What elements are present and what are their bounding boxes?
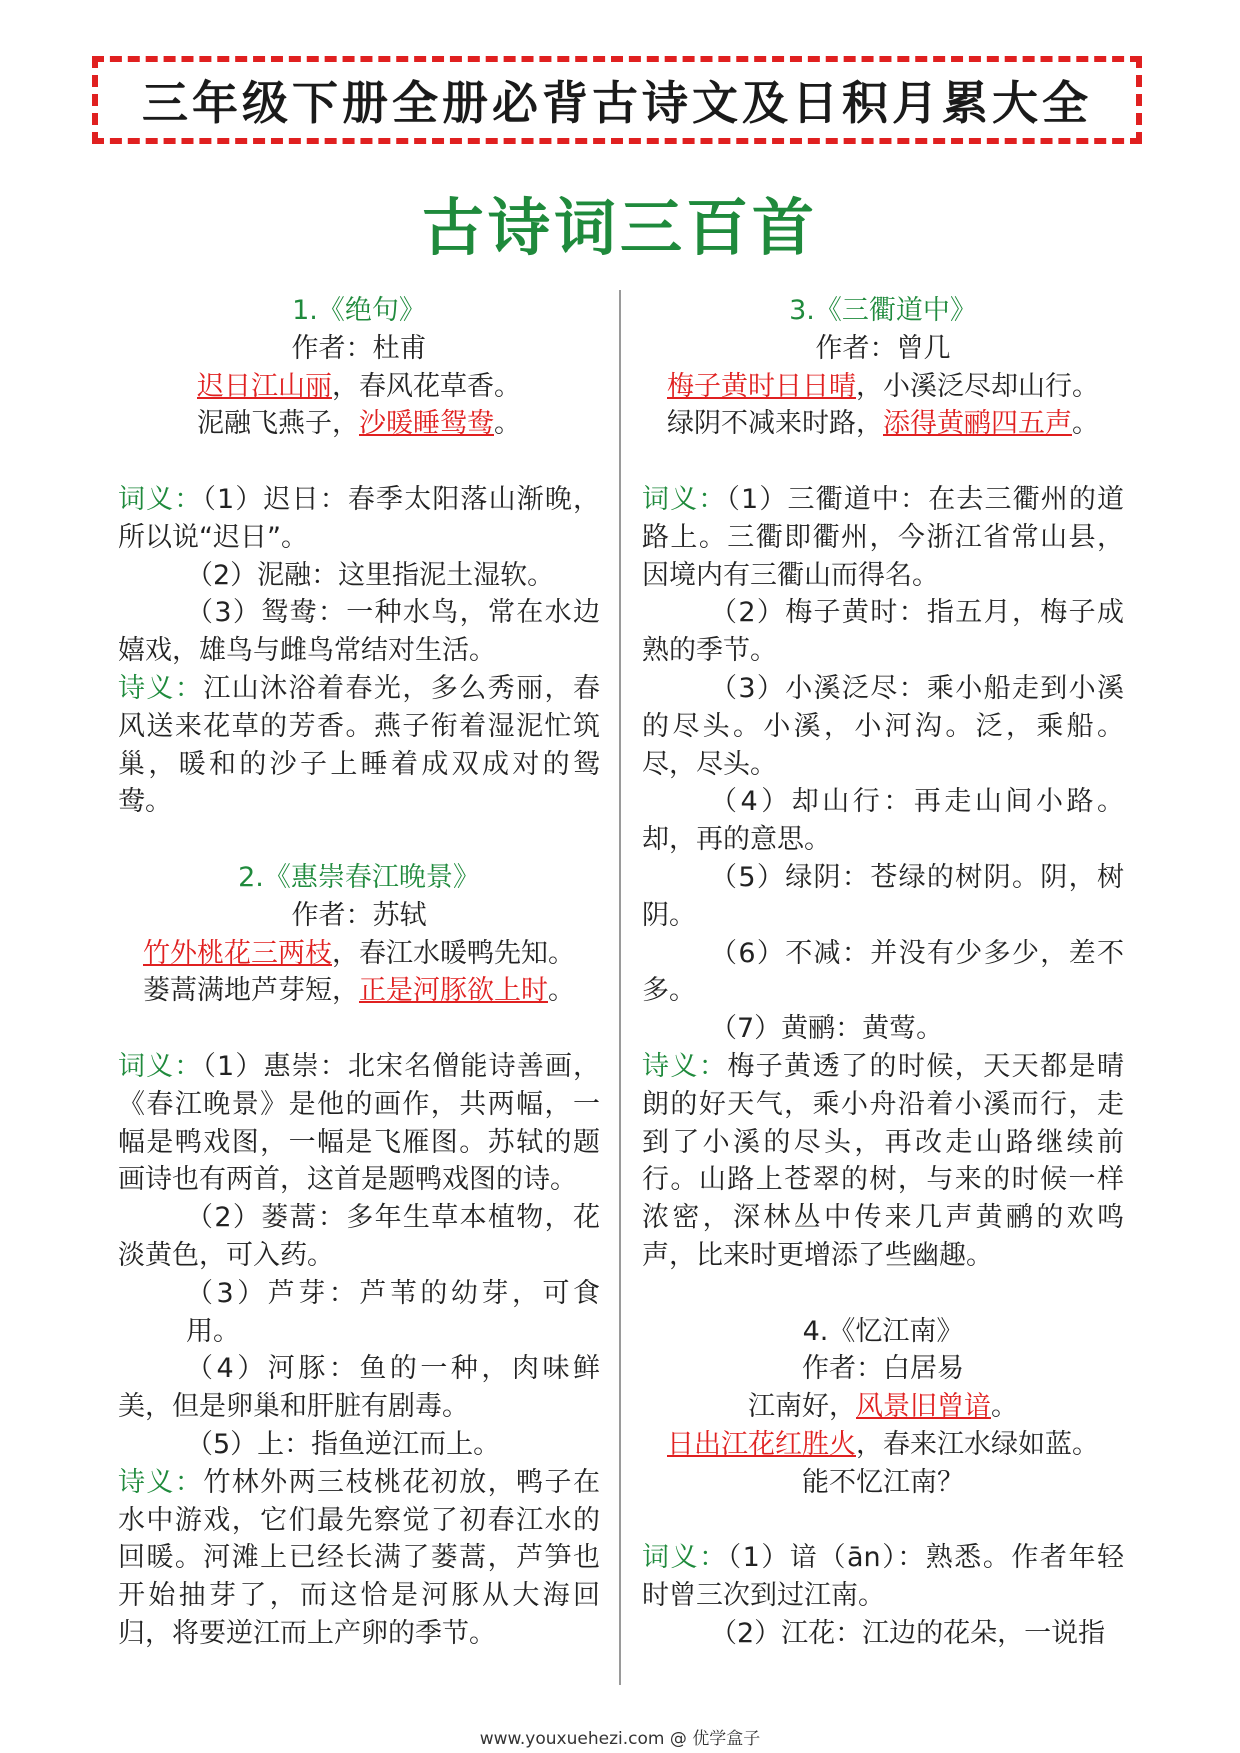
highlighted-phrase: 添得黄鹂四五声 (883, 408, 1072, 440)
poem-text: 。 (548, 975, 575, 1007)
word-meaning (118, 1048, 600, 1199)
word-meaning-item (642, 935, 1124, 1011)
spacer (642, 1275, 1124, 1313)
word-meaning-item (642, 859, 1124, 935)
shiyi-text: 江山沐浴着春光，多么秀丽，春风送来花草的芳香。燕子衔着湿泥忙筑巢，暖和的沙子上睡着成双成对的鸳鸯。 (118, 672, 600, 818)
poem-meaning (642, 1048, 1124, 1275)
poem-text: 。 (991, 1391, 1018, 1423)
poem-title: 1.《绝句》 (292, 295, 426, 326)
poem-text: 绿阴不减来时路， (667, 408, 883, 440)
poem-line (642, 1388, 1124, 1426)
poem-line: 能不忆江南？ (802, 1466, 964, 1498)
shiyi-text: 竹林外两三枝桃花初放，鸭子在水中游戏，它们最先察觉了初春江水的回暖。河滩上已经长满了蒌蒿，芦笋也开始抽芽了，而这恰是河豚从大海回归，将要逆江而上产卵的季节。 (118, 1466, 600, 1649)
word-meaning-item (642, 670, 1124, 783)
poem-line (118, 972, 600, 1010)
left-column (118, 292, 600, 1653)
ciyi-text: （4）河豚：鱼的一种，肉味鲜美，但是卵巢和肝脏有剧毒。 (118, 1353, 600, 1423)
word-meaning-item (118, 1350, 600, 1426)
spacer (642, 443, 1124, 481)
poem-title: 2.《惠崇春江晚景》 (238, 861, 480, 893)
poem-text: ，春来江水绿如蓝。 (856, 1428, 1099, 1460)
poem-author: 作者：白居易 (802, 1353, 964, 1385)
poem-line (118, 935, 600, 973)
spacer (118, 1010, 600, 1048)
spacer (118, 443, 600, 481)
highlighted-phrase: 正是河豚欲上时 (359, 975, 548, 1007)
word-meaning (118, 481, 600, 557)
highlighted-phrase: 梅子黄时日日晴 (667, 370, 856, 402)
poem-meaning (118, 1464, 600, 1653)
poem-meaning (118, 670, 600, 821)
word-meaning-item: （3）芦芽：芦苇的幼芽，可食用。 (186, 1277, 600, 1347)
word-meaning-item: （7）黄鹂：黄莺。 (710, 1013, 944, 1045)
highlighted-phrase: 沙暖睡鸳鸯 (359, 408, 494, 440)
poem-line (642, 405, 1124, 443)
ciyi-text: （5）绿阴：苍绿的树阴。阴，树阴。 (642, 861, 1124, 931)
highlighted-phrase: 竹外桃花三两枝 (143, 937, 332, 969)
spacer (118, 821, 600, 859)
shiyi-label: 诗义： (642, 1050, 728, 1082)
ciyi-label: 词义： (118, 1050, 203, 1082)
spacer (642, 1502, 1124, 1540)
word-meaning-item: （2）泥融：这里指泥土湿软。 (186, 559, 555, 591)
ciyi-text: （2）梅子黄时：指五月，梅子成熟的季节。 (642, 597, 1124, 667)
poem-title: 4.《忆江南》 (802, 1315, 964, 1347)
poem-line (118, 405, 600, 443)
ciyi-text: （1）谙（ān）：熟悉。作者年轻时曾三次到过江南。 (642, 1542, 1125, 1612)
ciyi-text: （1）三衢道中：在去三衢州的道路上。三衢即衢州，今浙江省常山县，因境内有三衢山而得名。 (642, 483, 1125, 591)
poem-text: ，春江水暖鸭先知。 (332, 937, 575, 969)
title-banner (92, 56, 1142, 144)
word-meaning-item: （2）江花：江边的花朵，一说指 (710, 1617, 1106, 1649)
ciyi-text: （1）惠崇：北宋名僧能诗善画，《春江晚景》是他的画作，共两幅，一幅是鸭戏图，一幅是飞雁图。苏轼的题画诗也有两首，这首是题鸭戏图的诗。 (118, 1050, 601, 1196)
ciyi-text: （1）迟日：春季太阳落山渐晚，所以说“迟日”。 (118, 483, 601, 553)
ciyi-label: 词义： (118, 483, 203, 515)
poem-line (642, 368, 1124, 406)
poem-text: 江南好， (748, 1391, 856, 1423)
ciyi-text: （2）蒌蒿：多年生草本植物，花淡黄色，可入药。 (118, 1202, 600, 1271)
poem-text: ，春风花草香。 (332, 370, 521, 402)
ciyi-label: 词义： (642, 483, 727, 515)
poem-text: 蒌蒿满地芦芽短， (143, 975, 359, 1007)
column-divider (619, 290, 621, 1685)
poem-text: 。 (494, 408, 521, 440)
highlighted-phrase: 日出江花红胜火 (667, 1428, 856, 1460)
poem-author: 作者：曾几 (815, 332, 951, 364)
ciyi-text: （6）不减：并没有少多少，差不多。 (642, 937, 1124, 1007)
word-meaning-item (642, 594, 1124, 670)
shiyi-label: 诗义： (118, 1466, 204, 1498)
poem-text: 泥融飞燕子， (197, 408, 359, 440)
right-column (642, 292, 1124, 1653)
word-meaning (642, 1539, 1124, 1615)
word-meaning-item (642, 783, 1124, 859)
word-meaning-item (118, 594, 600, 670)
section-title: 古诗词三百首 (421, 191, 818, 264)
ciyi-label: 词义： (642, 1542, 728, 1574)
poem-text: 。 (1072, 408, 1099, 440)
highlighted-phrase: 迟日江山丽 (197, 370, 332, 402)
document-title: 三年级下册全册必背古诗文及日积月累大全 (142, 76, 1092, 130)
poem-author: 作者：杜甫 (291, 332, 427, 364)
poem-author: 作者：苏轼 (291, 899, 427, 931)
shiyi-text: 梅子黄透了的时候，天天都是晴朗的好天气，乘小舟沿着小溪而行，走到了小溪的尽头，再改走山路继续前行。山路上苍翠的树，与来的时候一样浓密，深林丛中传来几声黄鹂的欢鸣声，比来时更增添了些幽趣。 (642, 1050, 1124, 1271)
poem-title: 3.《三衢道中》 (789, 295, 977, 326)
poem-line (118, 368, 600, 406)
footer-watermark: www.youxuehezi.com @ 优学盒子 (479, 1729, 761, 1749)
poem-line (642, 1426, 1124, 1464)
word-meaning (642, 481, 1124, 594)
word-meaning-item (118, 1199, 600, 1275)
shiyi-label: 诗义： (118, 672, 204, 704)
ciyi-text: （4）却山行：再走山间小路。却，再的意思。 (642, 786, 1124, 856)
ciyi-text: （3）小溪泛尽：乘小船走到小溪的尽头。小溪，小河沟。泛，乘船。尽，尽头。 (642, 672, 1124, 780)
highlighted-phrase: 风景旧曾谙 (856, 1391, 991, 1423)
ciyi-text: （3）鸳鸯：一种水鸟，常在水边嬉戏，雄鸟与雌鸟常结对生活。 (118, 597, 600, 667)
word-meaning-item: （5）上：指鱼逆江而上。 (186, 1428, 501, 1460)
poem-text: ，小溪泛尽却山行。 (856, 370, 1099, 402)
